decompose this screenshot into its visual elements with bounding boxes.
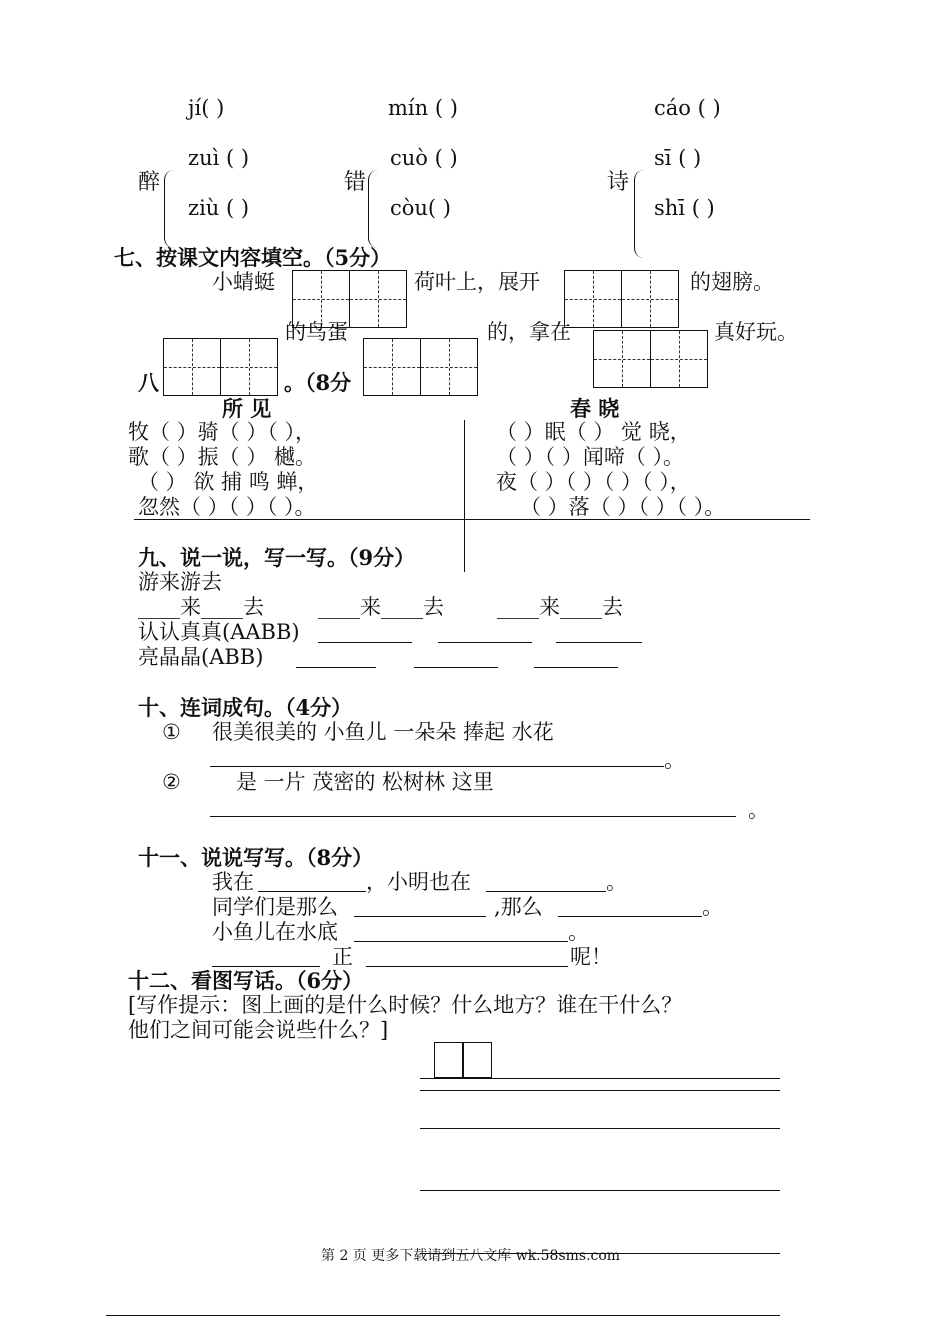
poem-underline	[134, 519, 810, 520]
tian-box[interactable]	[621, 270, 679, 328]
s7-line1-b: 荷叶上，展开	[414, 270, 540, 294]
s10-q1-number: ①	[162, 720, 181, 744]
section12-title: 十二、看图写话。（6分）	[128, 968, 364, 993]
s9-blank[interactable]: ____来____去	[138, 595, 264, 619]
answer-blank[interactable]	[556, 642, 642, 643]
tian-box[interactable]	[220, 338, 278, 396]
tian-box[interactable]	[564, 270, 622, 328]
tian-box[interactable]	[650, 330, 708, 388]
section8-title-suffix: 。（8分	[284, 370, 352, 395]
s9-example2: 认认真真(AABB)	[138, 620, 300, 644]
answer-blank[interactable]	[296, 667, 376, 668]
pinyin-cao: cáo ( )	[654, 96, 721, 120]
s9-example1: 游来游去	[138, 570, 222, 594]
poem2-line: （ ）（ ）闻啼（ ）。	[496, 445, 685, 469]
s11-sentence2-c: 。	[702, 895, 723, 919]
s7-line2-b: 的，拿在	[487, 320, 571, 344]
s11-sentence1-c: 。	[606, 870, 627, 894]
pinyin-shi-lower: shī ( )	[654, 196, 715, 220]
s11-sentence3-b: 。	[568, 920, 589, 944]
poem1-title: 所 见	[222, 396, 272, 421]
s11-sentence3-a: 小鱼儿在水底	[212, 920, 338, 944]
pinyin-ji: jí( )	[188, 96, 225, 120]
answer-line[interactable]	[210, 816, 736, 817]
char-cuo: 错	[344, 170, 367, 195]
pinyin-cuo-upper: cuò ( )	[390, 146, 458, 170]
s9-blank[interactable]: ____来____去	[497, 595, 623, 619]
tian-box[interactable]	[363, 338, 421, 396]
poem1-line: 牧（ ）骑（ ）（ ），	[128, 420, 317, 444]
s7-line1-c: 的翅膀。	[690, 270, 774, 294]
s11-sentence4-a: 正	[332, 945, 353, 969]
section10-title: 十、连词成句。（4分）	[138, 695, 353, 720]
s11-sentence1-b: ，小明也在	[366, 870, 471, 894]
poem2-line: （ ）眠（ ） 觉 晓，	[496, 420, 691, 444]
writing-line[interactable]	[420, 1190, 780, 1191]
s10-q2-words: 是 一片 茂密的 松树林 这里	[236, 770, 494, 794]
s11-sentence4-b: 呢！	[570, 945, 612, 969]
tian-box[interactable]	[420, 338, 478, 396]
answer-blank[interactable]	[558, 916, 702, 917]
brace-cuo	[368, 170, 379, 248]
writing-box[interactable]	[434, 1042, 463, 1078]
answer-blank[interactable]	[354, 916, 486, 917]
answer-blank[interactable]	[354, 941, 568, 942]
poem-divider	[464, 420, 465, 572]
answer-blank[interactable]	[486, 891, 606, 892]
section7-title: 七、按课文内容填空。（5分）	[114, 245, 392, 270]
poem2-line: 夜（ ）（ ）（ ）（ ），	[496, 470, 691, 494]
s11-sentence1-a: 我在	[212, 870, 254, 894]
tian-box[interactable]	[163, 338, 221, 396]
brace-shi	[634, 170, 647, 258]
answer-blank[interactable]	[438, 642, 532, 643]
answer-blank[interactable]	[534, 667, 618, 668]
writing-line[interactable]	[106, 1315, 780, 1316]
answer-blank[interactable]	[318, 642, 412, 643]
s10-q1-words: 很美很美的 小鱼儿 一朵朵 捧起 水花	[212, 720, 554, 744]
section8-title-prefix: 八	[138, 370, 159, 395]
answer-blank[interactable]	[212, 966, 320, 967]
s10-q1-period: 。	[664, 748, 685, 772]
s7-line1-a: 小蜻蜓	[212, 270, 275, 294]
answer-line[interactable]	[210, 766, 664, 767]
writing-line[interactable]	[420, 1078, 780, 1079]
writing-box[interactable]	[463, 1042, 492, 1078]
answer-blank[interactable]	[258, 891, 366, 892]
s12-hint-line1: [写作提示：图上画的是什么时候？什么地方？谁在干什么？	[128, 993, 683, 1017]
poem2-line: （ ）落（ ）（ ）（ ）。	[520, 495, 726, 519]
answer-blank[interactable]	[414, 667, 498, 668]
poem2-title: 春 晓	[570, 396, 620, 421]
s9-blank[interactable]: ____来____去	[318, 595, 444, 619]
section9-title: 九、说一说，写一写。（9分）	[138, 545, 416, 570]
s11-sentence2-b: ,那么	[494, 895, 543, 919]
s12-hint-line2: 他们之间可能会说些什么？]	[128, 1018, 389, 1042]
pinyin-si-upper: sī ( )	[654, 146, 702, 170]
s7-line2-c: 真好玩。	[714, 320, 798, 344]
tian-box[interactable]	[593, 330, 651, 388]
poem1-line: （ ） 欲 捕 鸣 蝉，	[138, 470, 319, 494]
pinyin-cuo-lower: còu( )	[390, 196, 451, 220]
pinyin-zui-lower: ziù ( )	[188, 196, 250, 220]
s11-sentence2-a: 同学们是那么	[212, 895, 338, 919]
section11-title: 十一、说说写写。（8分）	[138, 845, 374, 870]
writing-line[interactable]	[420, 1128, 780, 1129]
page-footer: 第 2 页 更多下载请到五八文库 wk.58sms.com	[321, 1248, 621, 1264]
s10-q2-period: 。	[748, 798, 769, 822]
char-zui: 醉	[138, 170, 161, 195]
answer-blank[interactable]	[366, 966, 568, 967]
pinyin-zui-upper: zuì ( )	[188, 146, 250, 170]
pinyin-min: mín ( )	[388, 96, 458, 120]
brace-zui	[164, 170, 175, 248]
s7-line2-a: 的鸟蛋	[285, 320, 348, 344]
s10-q2-number: ②	[162, 770, 181, 794]
char-shi: 诗	[607, 170, 630, 195]
tian-box[interactable]	[349, 270, 407, 328]
writing-line[interactable]	[420, 1090, 780, 1091]
poem1-line: 忽然（ ）（ ）（ ）。	[138, 495, 316, 519]
poem1-line: 歌（ ）振（ ） 樾。	[128, 445, 317, 469]
s9-example3: 亮晶晶(ABB)	[138, 645, 264, 669]
